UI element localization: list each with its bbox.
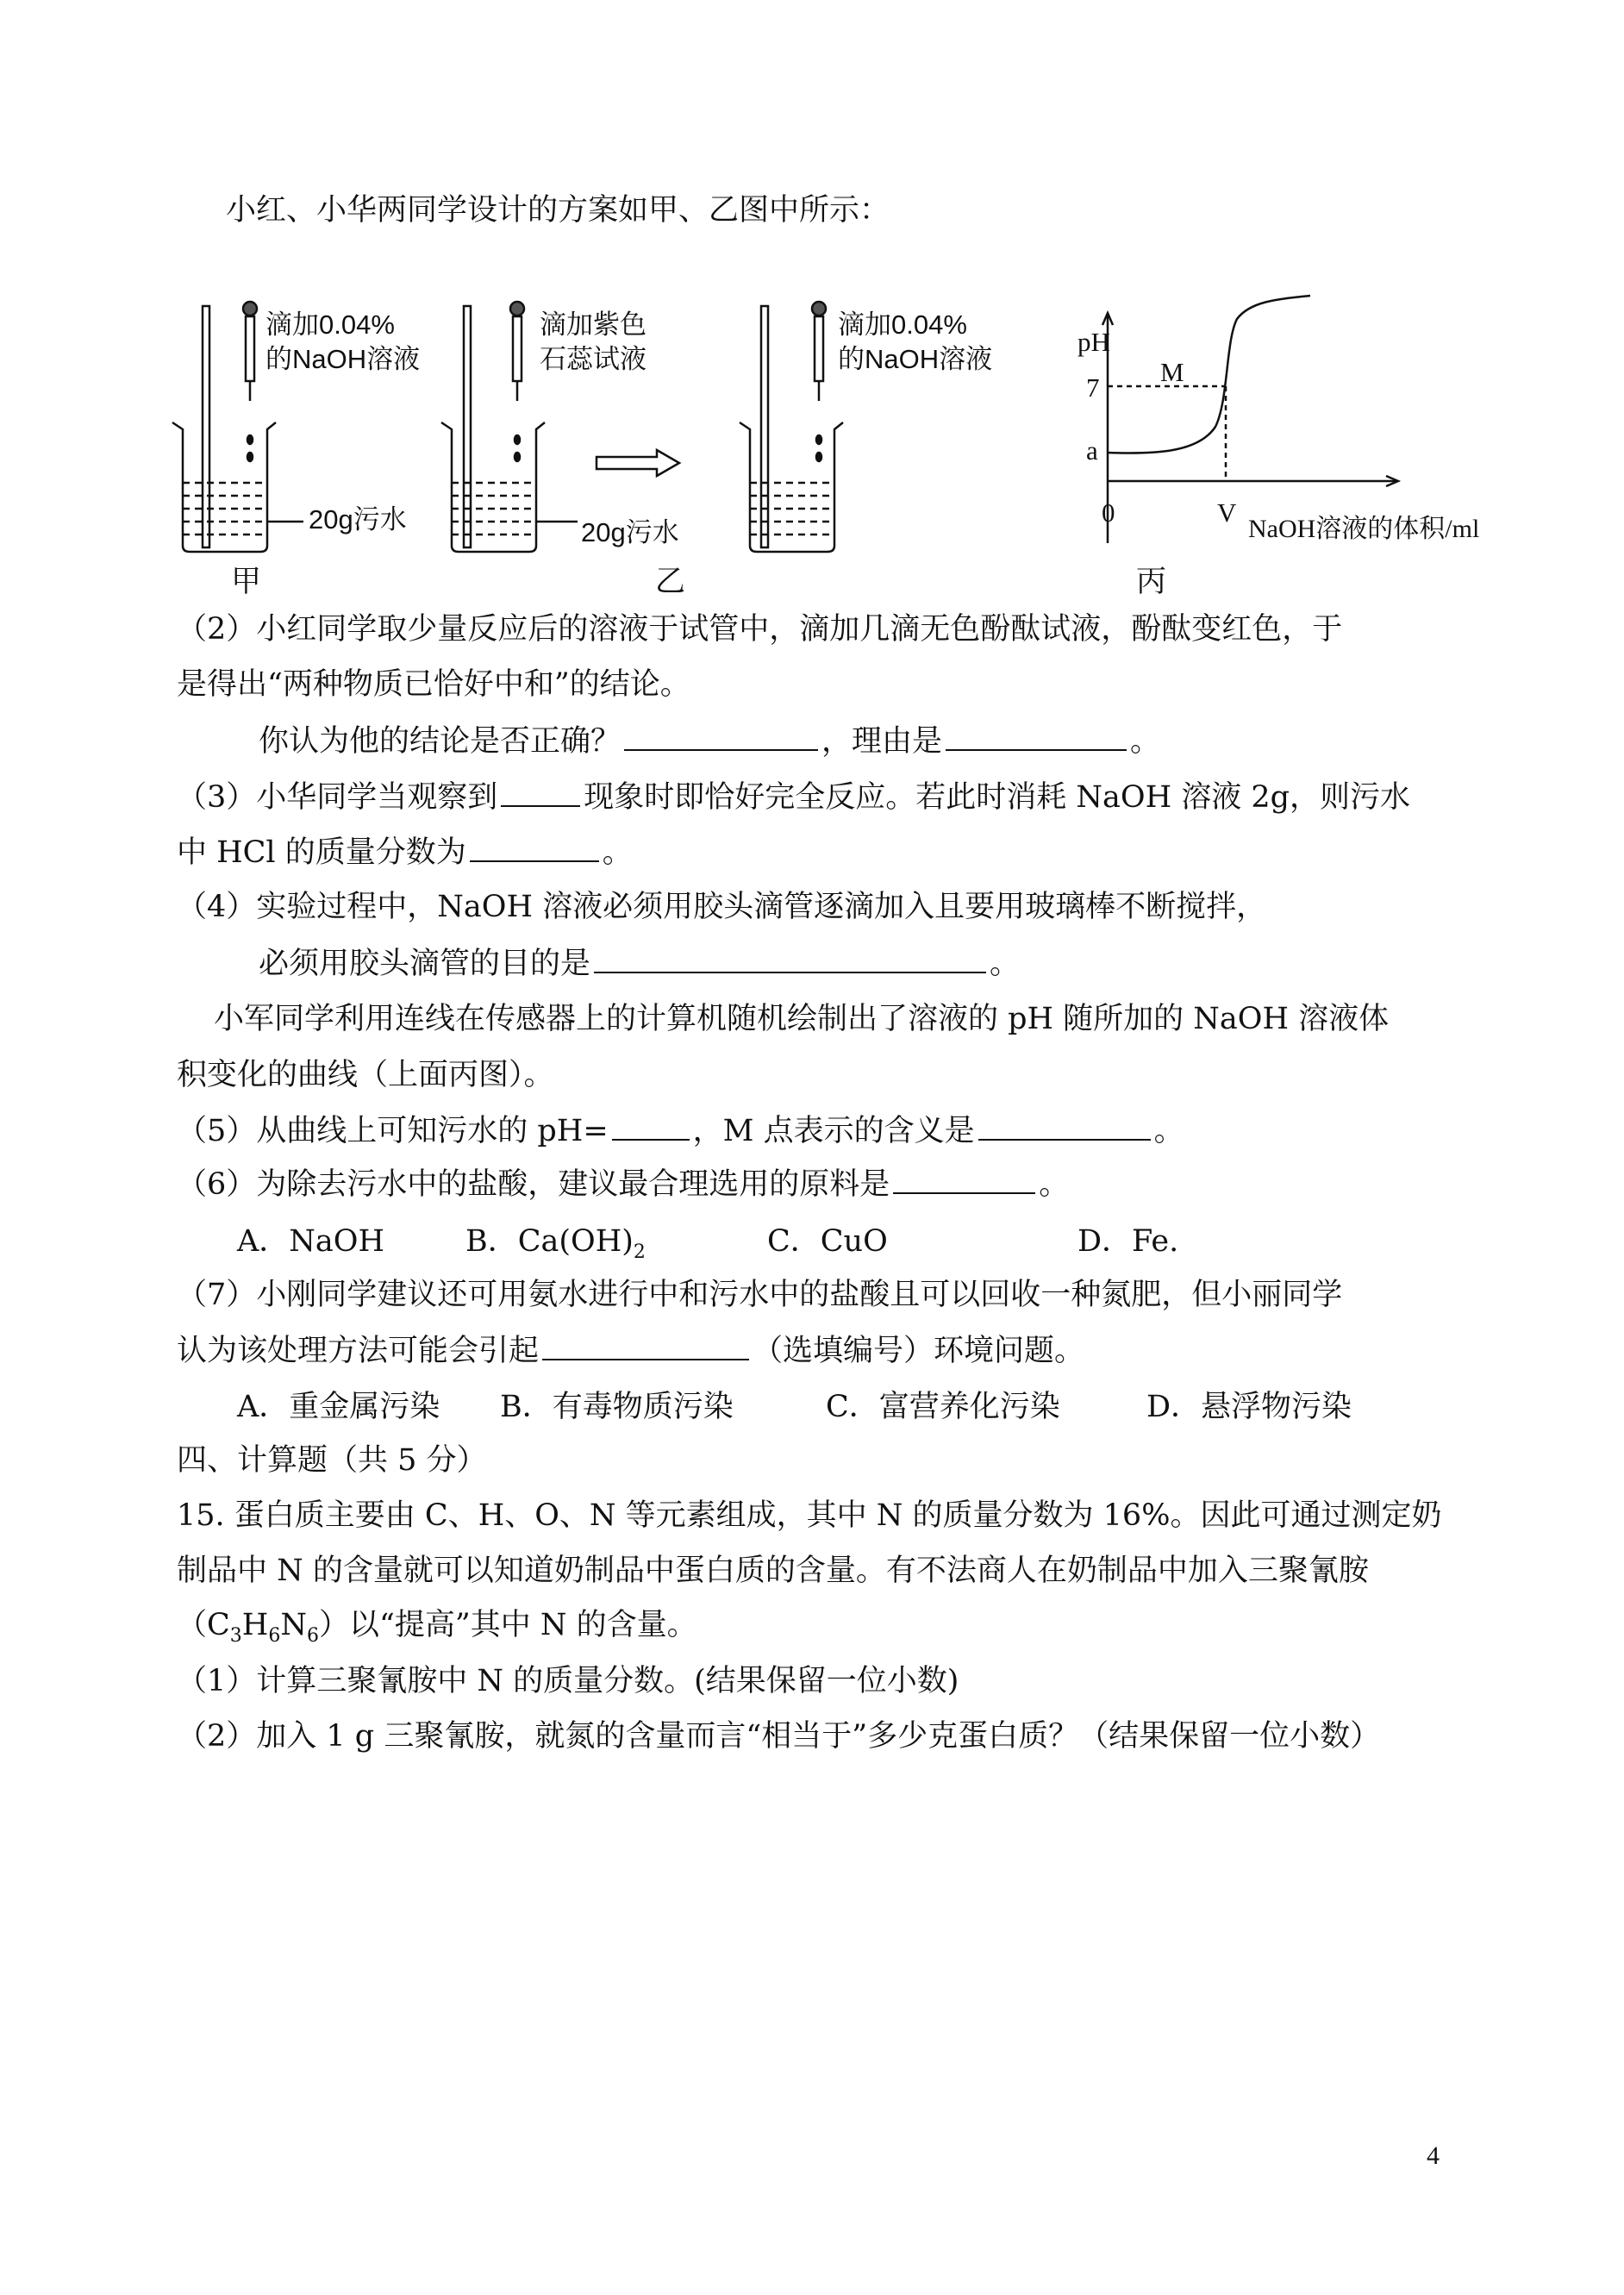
q3-answer-fraction[interactable] bbox=[470, 835, 599, 862]
q4-answer-purpose[interactable] bbox=[594, 946, 986, 973]
beaker-jia bbox=[172, 306, 303, 552]
yi-dropper-text-2: 石蕊试液 bbox=[540, 344, 646, 374]
tick-a: a bbox=[1086, 435, 1098, 466]
yi-sample-text: 20g污水 bbox=[581, 517, 679, 547]
q15-sub2: （2）加入 1 g 三聚氰胺，就氮的含量而言“相当于”多少克蛋白质？（结果保留一位小数） bbox=[177, 1719, 1381, 1754]
point-m-label: M bbox=[1160, 357, 1184, 387]
q6-answer[interactable] bbox=[893, 1166, 1035, 1194]
ph-curve-graph bbox=[1102, 296, 1398, 543]
yi2-dropper-text-1: 滴加0.04% bbox=[838, 310, 967, 340]
q5-line: （5）从曲线上可知污水的 pH= ，M 点表示的含义是 。 bbox=[177, 1114, 1184, 1148]
section-4-heading: 四、计算题（共 5 分） bbox=[177, 1443, 487, 1478]
page-number: 4 bbox=[1427, 2142, 1440, 2170]
q15-sub1: （1）计算三聚氰胺中 N 的质量分数。(结果保留一位小数) bbox=[177, 1664, 959, 1698]
jia-dropper-text-1: 滴加0.04% bbox=[265, 310, 395, 340]
q2-line1: （2）小红同学取少量反应后的溶液于试管中，滴加几滴无色酚酞试液，酚酞变红色，于 bbox=[177, 612, 1343, 647]
q5-answer-m-meaning[interactable] bbox=[978, 1113, 1151, 1141]
figure-label-bing: 丙 bbox=[1136, 565, 1167, 599]
q7-option-b: B．有毒物质污染 bbox=[500, 1390, 734, 1424]
para-line2: 积变化的曲线（上面丙图）。 bbox=[177, 1058, 554, 1092]
q15-line3: $(C_3H_6N_6)$以“提高”其中 N 的含量。 bbox=[177, 1608, 697, 1647]
figure-label-yi: 乙 bbox=[655, 565, 686, 599]
q6-option-d: D．Fe. bbox=[1077, 1224, 1179, 1259]
jia-sample-text: 20g污水 bbox=[309, 504, 407, 535]
q2-answer-correct[interactable] bbox=[624, 723, 818, 751]
process-arrow bbox=[597, 450, 679, 476]
q2-answer-reason[interactable] bbox=[946, 723, 1127, 751]
q15-line1: 15. 蛋白质主要由 C、H、O、N 等元素组成，其中 N 的质量分数为 16%。因此可通过测定奶 bbox=[177, 1498, 1442, 1533]
q7-answer[interactable] bbox=[542, 1333, 749, 1360]
dropper-yi bbox=[510, 302, 524, 401]
q4-line1: （4）实验过程中，NaOH 溶液必须用胶头滴管逐滴加入且要用玻璃棒不断搅拌， bbox=[177, 890, 1267, 924]
point-v-label: V bbox=[1217, 497, 1237, 528]
q6-option-c: C．CuO bbox=[767, 1224, 888, 1259]
jia-dropper-text-2: 的NaOH溶液 bbox=[265, 344, 421, 374]
dropper-jia bbox=[243, 302, 257, 401]
q3-line2: 中 HCl 的质量分数为 。 bbox=[177, 835, 633, 870]
x-axis-label: NaOH溶液的体积/ml bbox=[1248, 515, 1480, 543]
q6-option-a: A．NaOH bbox=[237, 1224, 384, 1259]
dropper-yi-2 bbox=[812, 302, 826, 401]
q15-line2: 制品中 N 的含量就可以知道奶制品中蛋白质的含量。有不法商人在奶制品中加入三聚氰胺 bbox=[177, 1554, 1369, 1588]
q7-line2: 认为该处理方法可能会引起 （选填编号）环境问题。 bbox=[177, 1334, 1085, 1368]
q6-option-b: B．$Ca(OH)_2$ bbox=[465, 1224, 646, 1263]
q6-line: （6）为除去污水中的盐酸，建议最合理选用的原料是 。 bbox=[177, 1167, 1070, 1202]
y-axis-label: pH bbox=[1077, 327, 1110, 357]
q2-line2: 是得出“两种物质已恰好中和”的结论。 bbox=[177, 667, 690, 702]
q3-answer-phenomenon[interactable] bbox=[501, 779, 580, 807]
yi-dropper-text-1: 滴加紫色 bbox=[540, 310, 646, 340]
para-line1: 小军同学利用连线在传感器上的计算机随机绘制出了溶液的 pH 随所加的 NaOH 溶液体 bbox=[214, 1002, 1390, 1036]
q4-line2: 必须用胶头滴管的目的是 。 bbox=[259, 947, 1021, 981]
q7-option-c: C．富营养化污染 bbox=[826, 1390, 1060, 1424]
origin-label: 0 bbox=[1102, 497, 1115, 528]
q5-answer-ph[interactable] bbox=[612, 1113, 690, 1141]
q2-line3: 你认为他的结论是否正确？ ，理由是 。 bbox=[259, 724, 1161, 759]
q7-option-d: D．悬浮物污染 bbox=[1146, 1390, 1352, 1424]
yi2-dropper-text-2: 的NaOH溶液 bbox=[838, 344, 993, 374]
beaker-yi bbox=[441, 306, 578, 552]
intro-text: 小红、小华两同学设计的方案如甲、乙图中所示： bbox=[226, 193, 890, 228]
q7-option-a: A．重金属污染 bbox=[237, 1390, 440, 1424]
beaker-yi-2 bbox=[740, 306, 843, 552]
q7-line1: （7）小刚同学建议还可用氨水进行中和污水中的盐酸且可以回收一种氮肥，但小丽同学 bbox=[177, 1278, 1343, 1312]
apparatus-figure bbox=[164, 272, 1491, 547]
figure-label-jia: 甲 bbox=[231, 565, 262, 599]
tick-7: 7 bbox=[1086, 372, 1100, 403]
q3-line1: （3）小华同学当观察到 现象时即恰好完全反应。若此时消耗 NaOH 溶液 2g，则污水 bbox=[177, 780, 1411, 815]
